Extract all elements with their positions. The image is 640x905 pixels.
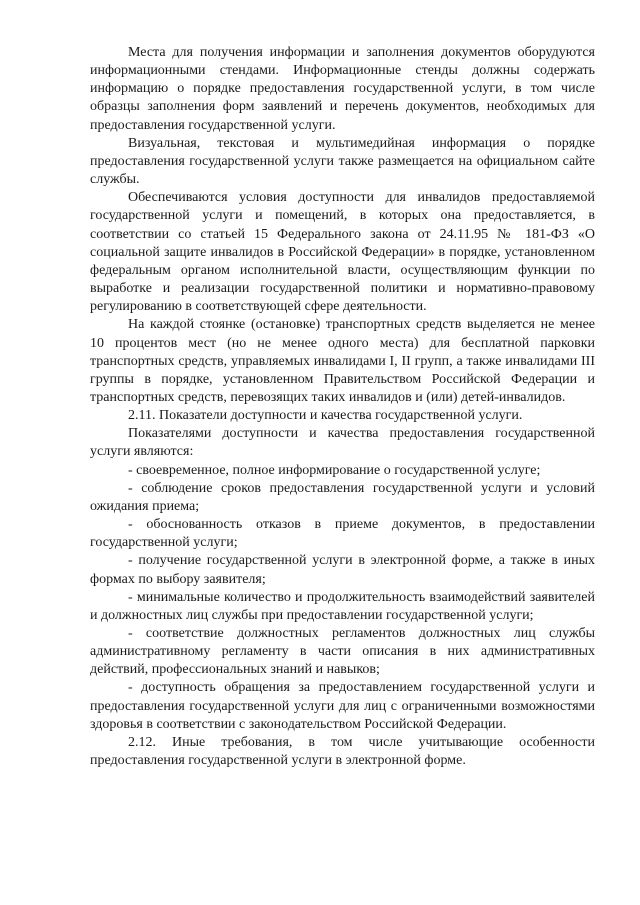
- list-item-timely-informing: - своевременное, полное информирование о государственной услуге;: [128, 462, 541, 478]
- list-item-accessibility: - доступность обращения за предоставлением государственной услуги и предоставления государственной услуги для лиц с ограниченными возможностями здоровья в соответствии с законодательством Российской Федерации.: [90, 680, 595, 732]
- list-item-deadlines: - соблюдение сроков предоставления государственной услуги и условий ожидания приема;: [90, 480, 595, 514]
- section-heading-2-11: 2.11. Показатели доступности и качества государственной услуги.: [128, 408, 523, 424]
- list-item-regulations: - соответствие должностных регламентов должностных лиц службы административному регламенту в части описания в них административных действий, профессиональных знаний и навыков;: [90, 626, 595, 678]
- list-item-electronic-form: - получение государственной услуги в электронной форме, а также в иных формах по выбору заявителя;: [90, 553, 595, 587]
- section-heading-2-12: 2.12. Иные требования, в том числе учитывающие особенности предоставления государственной услуги в электронной форме.: [90, 734, 595, 769]
- document-page: [90, 44, 595, 770]
- list-item-refusals: - обоснованность отказов в приеме документов, в предоставлении государственной услуги;: [90, 517, 595, 551]
- paragraph-parking: На каждой стоянке (остановке) транспортных средств выделяется не менее 10 процентов мест (но не менее одного места) для бесплатной парковки транспортных средств, управляемых инвалидами I, II групп, а также инвалидами III группы в порядке, установленном Правительством Российской Федерации и транспортных средств, перевозящих таких инвалидов и (или) детей-инвалидов.: [90, 317, 595, 405]
- paragraph-info-stands: Места для получения информации и заполнения документов оборудуются информационными стендами. Информационные стенды должны содержать информацию о порядке предоставления государственной услуги, в том числе образцы заполнения форм заявлений и перечень документов, необходимых для предоставления государственной услуги.: [90, 45, 595, 133]
- paragraph-accessibility-conditions: Обеспечиваются условия доступности для инвалидов предоставляемой государственной услуги и помещений, в которых она предоставляется, в соответствии со статьей 15 Федерального закона от 24.11.95 № 181-ФЗ «О социальной защите инвалидов в Российской Федерации» в порядке, установленном федеральным органом исполнительной власти, осуществляющим функции по выработке и реализации государственной политики и нормативно-правовому регулированию в соответствующей сфере деятельности.: [90, 190, 595, 315]
- list-item-interactions: - минимальные количество и продолжительность взаимодействий заявителей и должностных лиц службы при предоставлении государственной услуги;: [90, 589, 595, 623]
- paragraph-indicators-intro: Показателями доступности и качества предоставления государственной услуги являются:: [90, 426, 595, 460]
- paragraph-official-site: Визуальная, текстовая и мультимедийная информация о порядке предоставления государственной услуги также размещается на официальном сайте службы.: [90, 135, 595, 188]
